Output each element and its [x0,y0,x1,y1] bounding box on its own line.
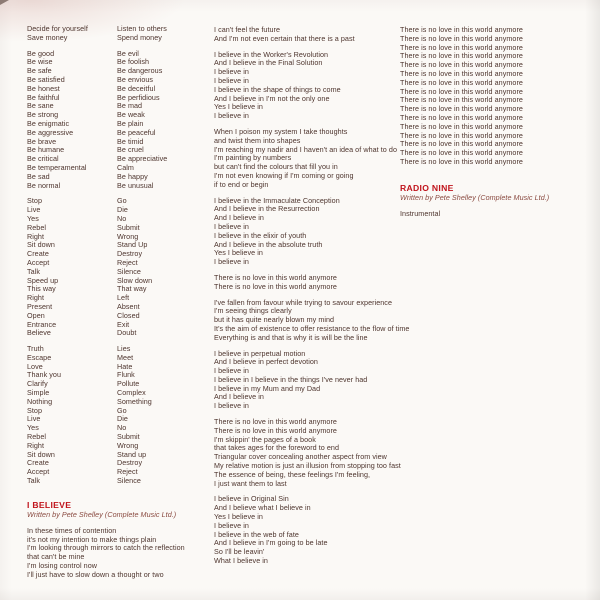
song-credit-i-believe: Written by Pete Shelley (Complete Music Ltd.) [27,509,177,519]
antonym-right-word: Hate [117,361,133,371]
antonym-right-word: Reject [117,467,138,477]
refrain-line: There is no love in this world anymore [400,104,523,114]
antonym-right-word: Meet [117,352,134,362]
antonym-left-word: Right [27,293,45,303]
antonym-right-word: Be foolish [117,57,150,67]
refrain-lines [400,26,596,167]
lyric-stanza [214,350,398,412]
antonym-right-word: No [117,213,127,223]
refrain-line: There is no love in this world anymore [400,148,523,158]
lyric-line: but it has quite nearly blown my mind [214,315,335,325]
lyric-stanza [214,51,398,121]
antonym-left-word: Accept [27,467,50,477]
refrain-line: There is no love in this world anymore [400,95,523,105]
refrain-line: There is no love in this world anymore [400,121,523,131]
lyric-line: I believe in the web of fate [214,529,299,539]
lyric-line: I'll just have to slow down a thought or two [27,569,164,579]
antonym-left-word: Be normal [27,180,61,190]
lyric-line: I believe in [214,111,249,121]
lyric-line: I can't feel the future [214,25,281,34]
lyric-line: My relative motion is just an illusion from stopping too fast [214,461,401,471]
antonym-group [27,345,213,486]
lyric-line: And I believe in I'm not the only one [214,93,330,103]
lyric-stanza [214,128,398,190]
lyric-line: I believe in the Immaculate Conception [214,195,340,205]
antonym-left-word: Nothing [27,396,53,406]
lyric-line: I'm not even knowing if I'm coming or going [214,170,354,180]
antonym-left-word: Present [27,301,53,311]
antonym-left-word: Be good [27,48,55,58]
lyric-line: It's the aim of existence to offer resistance to the flow of time [214,323,410,333]
antonym-left-word: Be enigmatic [27,118,70,128]
lyric-line: I believe in [214,75,249,85]
antonym-left-word: Truth [27,344,44,354]
lyric-line: There is no love in this world anymore [214,425,337,435]
lyric-line: Yes I believe in [214,102,263,112]
antonym-right-word: Flunk [117,370,135,380]
antonym-right-word: Reject [117,257,138,267]
lyric-line: that takes ages for the foreword to end [214,443,340,453]
antonym-left-word: Rebel [27,222,47,232]
instrumental-label: Instrumental [400,208,441,218]
antonym-right-word: Lies [117,344,131,354]
antonym-right-word: Be mad [117,101,143,111]
lyric-line: I believe in I believe in the things I've never had [214,374,368,384]
antonym-left-word: Be sane [27,101,54,111]
antonym-right-word: Destroy [117,458,143,468]
lyric-line: I just want them to last [214,478,287,488]
lyric-line: Yes I believe in [214,512,263,522]
antonym-left-word: Be brave [27,136,57,146]
refrain-line: There is no love in this world anymore [400,51,523,61]
lyric-line: and twist them into shapes [214,135,301,145]
antonym-right-word: Stand up [117,449,147,459]
lyric-line: I believe in [214,221,249,231]
refrain-line: There is no love in this world anymore [400,42,523,52]
antonym-left-word: Talk [27,476,40,486]
lyric-line: And I believe in perfect devotion [214,357,318,367]
antonym-right-word: Be appreciative [117,154,168,164]
antonym-group [27,25,213,43]
antonym-right-word: Absent [117,301,140,311]
antonym-left-word: Clarify [27,379,48,389]
antonym-left-word: Be aggressive [27,127,74,137]
antonym-right-word: Be evil [117,48,139,58]
antonym-left-word: Be faithful [27,92,60,102]
antonym-left-word: Entrance [27,319,57,329]
lyric-line: And I believe in the Final Solution [214,58,323,68]
lyric-line: And I'm not even certain that there is a past [214,33,355,43]
scan-corner-artifact [0,0,9,5]
i-believe-section [27,500,213,580]
antonym-right-word: Calm [117,162,134,172]
lyric-stanza [214,495,398,565]
antonym-left-word: Believe [27,328,51,338]
i-believe-opening-stanza [27,527,213,580]
antonym-groups [27,25,213,486]
refrain-line: There is no love in this world anymore [400,68,523,78]
antonym-left-word: Be satisfied [27,74,65,84]
antonym-left-word: Rebel [27,432,47,442]
antonym-left-word: Be humane [27,145,65,155]
antonym-left-word: Save money [27,32,68,42]
antonym-left-word: Live [27,414,41,424]
lyric-line: it's not my intention to make things plain [27,534,157,544]
song-title-i-believe: I BELIEVE [27,499,72,510]
lyric-line: And I believe what I believe in [214,503,311,513]
lyric-stanza [214,417,401,488]
antonym-right-word: Pollute [117,379,140,389]
antonym-left-word: Speed up [27,275,59,285]
antonym-right-word: Closed [117,310,140,320]
lyric-stanza [214,26,398,44]
antonym-right-word: Doubt [117,328,137,338]
antonym-left-word: Create [27,249,49,259]
antonym-left-word: Be safe [27,66,52,76]
antonym-left-word: Be wise [27,57,53,67]
lyric-line: if to end or begin [214,179,269,189]
antonym-right-word: Go [117,196,127,206]
lyric-line: but can't find the colours that fill you in [214,162,338,172]
lyric-line: I've fallen from favour while trying to savour experience [214,297,393,307]
lyric-line: I believe in [214,257,249,267]
lyric-stanza [214,297,410,343]
lyric-stanza [214,274,398,292]
lyrics-column [214,25,410,573]
antonym-left-word: Open [27,310,45,320]
lyric-line: I'm seeing things clearly [214,306,292,316]
antonym-right-word: Slow down [117,275,153,285]
lyric-line: In these times of contention [27,525,117,535]
antonym-right-word: Be happy [117,171,148,181]
lyric-line: Yes I believe in [214,248,263,258]
antonym-right-word: Something [117,396,152,406]
refrain-line: There is no love in this world anymore [400,77,523,87]
lyric-line: The essence of being, these feelings I'm feeling, [214,469,371,479]
lyric-line: I believe in the Worker's Revolution [214,49,329,59]
antonym-left-word: Stop [27,196,42,206]
antonym-right-word: Be weak [117,110,145,120]
antonym-right-word: Silence [117,476,141,486]
lyric-line: And I believe in I'm going to be late [214,538,328,548]
antonym-right-word: Be envious [117,74,154,84]
antonym-pair [27,182,213,191]
lyric-line: I believe in the shape of things to come [214,84,341,94]
refrain-line: There is no love in this world anymore [400,130,523,140]
antonym-right-word: Die [117,414,128,424]
antonym-left-word: Right [27,440,45,450]
antonym-right-word: Be perfidious [117,92,160,102]
antonym-left-word: Stop [27,405,42,415]
antonym-left-word: Right [27,231,45,241]
lyric-line: What I believe in [214,556,268,566]
song-credit-radio-nine: Written by Pete Shelley (Complete Music Ltd.) [400,192,550,202]
antonym-group [27,50,213,191]
lyric-line: I believe in [214,67,249,77]
antonym-left-word: Create [27,458,49,468]
antonym-right-word: Stand Up [117,240,148,250]
antonym-left-word: Sit down [27,240,55,250]
antonym-right-word: Exit [117,319,130,329]
lyric-line: I'm painting by numbers [214,153,292,163]
antonym-right-word: Silence [117,266,141,276]
antonym-right-word: Submit [117,432,140,442]
antonym-right-word: Submit [117,222,140,232]
antonym-right-word: Go [117,405,127,415]
lyric-line: Triangular cover concealing another aspect from view [214,452,387,462]
lyric-line: There is no love in this world anymore [214,417,337,427]
lyric-line: And I believe in the Resurrection [214,204,320,214]
antonym-right-word: Die [117,205,128,215]
antonym-right-word: Spend money [117,32,162,42]
lyric-line: I believe in [214,520,249,530]
antonym-left-word: Talk [27,266,40,276]
lyric-line: I believe in the elixir of youth [214,230,307,240]
radio-nine-section [400,183,596,219]
antonym-left-word: Thank you [27,370,62,380]
antonym-right-word: Destroy [117,249,143,259]
antonym-right-word: Wrong [117,231,139,241]
lyric-line: I'm reaching my nadir and I haven't an idea of what to do [214,144,397,154]
antonym-left-word: Sit down [27,449,55,459]
lyric-line: I'm skippin' the pages of a book [214,434,316,444]
antonym-left-word: Be sad [27,171,50,181]
antonym-left-word: Accept [27,257,50,267]
antonym-pair [27,477,213,486]
antonym-left-word: Simple [27,388,50,398]
lyric-line: I believe in my Mum and my Dad [214,383,321,393]
refrain-column [400,26,596,219]
refrain-line: There is no love in this world anymore [400,60,523,70]
antonym-right-word: No [117,423,127,433]
antonym-left-word: Be temperamental [27,162,87,172]
antonym-right-word: Wrong [117,440,139,450]
refrain-line: There is no love in this world anymore [400,25,523,34]
antonym-left-word: This way [27,284,56,294]
antonym-group [27,197,213,338]
antonym-pair [27,34,213,43]
lyric-line: There is no love in this world anymore [214,272,337,282]
lyric-line: I believe in [214,401,249,411]
antonym-pair [27,329,213,338]
refrain-line: There is no love in this world anymore [400,139,523,149]
antonym-left-word: Yes [27,423,39,433]
lyric-line: When I poison my system I take thoughts [214,126,348,136]
antonym-right-word: Be dangerous [117,66,163,76]
refrain-line: There is no love in this world anymore [400,112,523,122]
antonym-left-word: Be honest [27,83,60,93]
antonym-right-word: Be unusual [117,180,154,190]
lyric-stanza [214,197,398,267]
antonym-right-word: Be cruel [117,145,144,155]
antonym-right-word: That way [117,284,147,294]
antonym-right-word: Be peaceful [117,127,156,137]
lyric-line: Everything is and that is why it is will be the line [214,332,368,342]
antonym-list-column [27,25,213,580]
antonym-right-word: Listen to others [117,24,167,33]
antonym-left-word: Yes [27,213,39,223]
lyric-line: And I believe in [214,392,264,402]
antonym-left-word: Decide for yourself [27,24,88,33]
antonym-left-word: Love [27,361,43,371]
lyric-line: And I believe in [214,213,264,223]
antonym-left-word: Be strong [27,110,59,120]
antonym-right-word: Complex [117,388,146,398]
antonym-right-word: Be plain [117,118,144,128]
antonym-left-word: Be critical [27,154,59,164]
lyric-line: I'm looking through mirrors to catch the reflection [27,543,185,553]
antonym-left-word: Live [27,205,41,215]
antonym-left-word: Escape [27,352,52,362]
lyric-line: There is no love in this world anymore [214,281,337,291]
antonym-right-word: Be deceitful [117,83,156,93]
lyric-line: I believe in Original Sin [214,494,289,504]
refrain-line: There is no love in this world anymore [400,156,523,166]
refrain-line: There is no love in this world anymore [400,33,523,43]
lyric-line: And I believe in the absolute truth [214,239,323,249]
lyric-line: I believe in perpetual motion [214,348,306,358]
lyric-line: So I'll be leavin' [214,547,265,557]
lyric-line: I believe in [214,366,249,376]
refrain-line: There is no love in this world anymore [400,86,523,96]
antonym-right-word: Be timid [117,136,144,146]
song-title-radio-nine: RADIO NINE [400,182,454,193]
antonym-right-word: Left [117,293,130,303]
lyric-line: that can't be mine [27,552,85,562]
lyric-line: I'm losing control now [27,561,97,571]
